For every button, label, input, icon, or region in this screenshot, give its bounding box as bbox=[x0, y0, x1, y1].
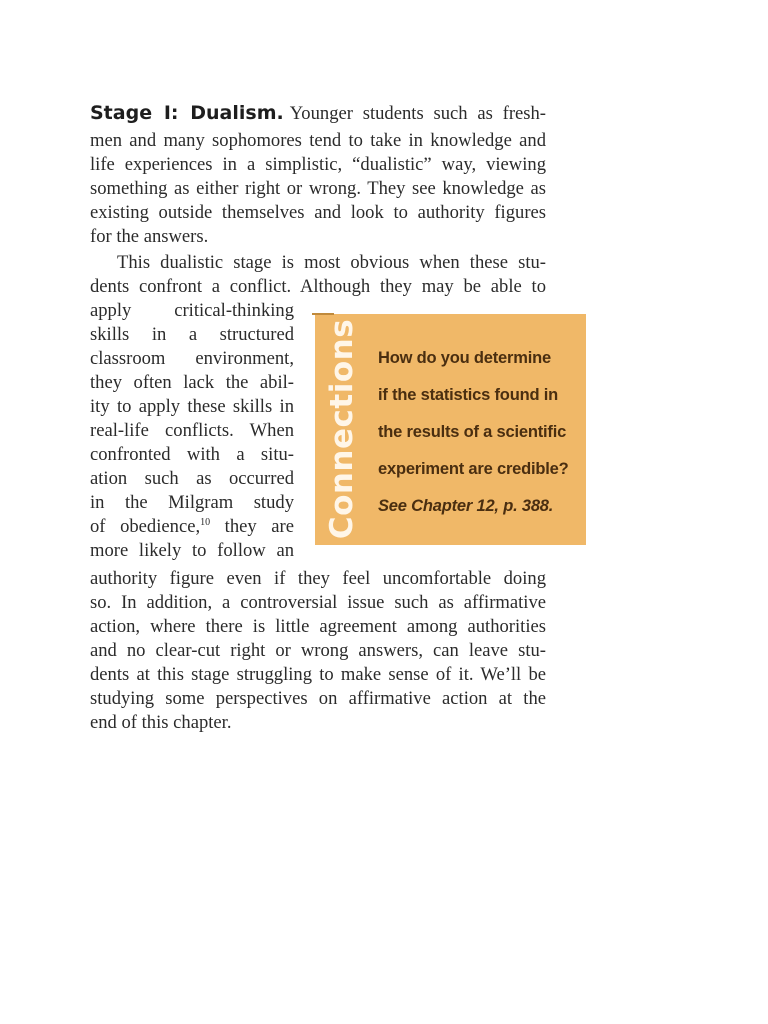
obedience-rest: they are bbox=[210, 516, 294, 537]
connections-question-line: if the statistics found in bbox=[378, 386, 558, 404]
section-heading: Stage I: Dualism. bbox=[90, 102, 284, 124]
connections-question-line: the results of a scientific bbox=[378, 423, 567, 441]
chapter-reference: See Chapter 12, p. 388. bbox=[378, 497, 554, 515]
connections-question-line: How do you determine bbox=[378, 349, 551, 367]
paragraph-2-narrow-line: ation such as occurred bbox=[90, 468, 294, 489]
paragraph-2-narrow-line: classroom environment, bbox=[90, 348, 294, 369]
paragraph-1-line: life experiences in a simplistic, “dualistic” way, viewing bbox=[90, 154, 546, 175]
paragraph-1-line: for the answers. bbox=[90, 226, 209, 247]
paragraph-2-after-line: authority figure even if they feel uncomfortable doing bbox=[90, 568, 546, 589]
paragraph-2-narrow-line: skills in a structured bbox=[90, 324, 294, 345]
connections-label: Connections bbox=[324, 318, 360, 540]
paragraph-2-narrow-line: they often lack the abil- bbox=[90, 372, 294, 393]
paragraph-2-narrow-line-obedience bbox=[90, 515, 294, 539]
paragraph-2-line: dents confront a conflict. Although they may be able to bbox=[90, 276, 546, 297]
paragraph-2-narrow-line: more likely to follow an bbox=[90, 540, 294, 561]
paragraph-1-line: men and many sophomores tend to take in knowledge and bbox=[90, 130, 546, 151]
paragraph-1-line: existing outside themselves and look to authority figures bbox=[90, 202, 546, 223]
paragraph-2-narrow-line: confronted with a situ- bbox=[90, 444, 294, 465]
paragraph-1-line: something as either right or wrong. They see knowledge as bbox=[90, 178, 546, 199]
paragraph-2-after-line: action, where there is little agreement among authorities bbox=[90, 616, 546, 637]
paragraph-2-line: This dualistic stage is most obvious when these stu- bbox=[117, 252, 546, 273]
connections-box bbox=[315, 314, 586, 545]
first-line-text: Younger students such as fresh- bbox=[289, 103, 546, 124]
connections-question-line: experiment are credible? bbox=[378, 460, 569, 478]
obedience-text: of obedience, bbox=[90, 516, 201, 537]
paragraph-2-after-line: and no clear-cut right or wrong answers, can leave stu- bbox=[90, 640, 546, 661]
paragraph-2-narrow-line: real-life conflicts. When bbox=[90, 420, 294, 441]
paragraph-2-after-line: end of this chapter. bbox=[90, 712, 232, 733]
paragraph-1-line-1 bbox=[90, 101, 546, 126]
paragraph-2-after-line: studying some perspectives on affirmative action at the bbox=[90, 688, 546, 709]
footnote-marker: 10 bbox=[200, 516, 211, 528]
paragraph-2-narrow-line: ity to apply these skills in bbox=[90, 396, 294, 417]
paragraph-2-narrow-line: apply critical-thinking bbox=[90, 300, 294, 321]
paragraph-2-after-line: so. In addition, a controversial issue such as affirmative bbox=[90, 592, 546, 613]
paragraph-2-narrow-line: in the Milgram study bbox=[90, 492, 294, 513]
box-top-rule bbox=[312, 313, 334, 315]
paragraph-2-after-line: dents at this stage struggling to make sense of it. We’ll be bbox=[90, 664, 546, 685]
